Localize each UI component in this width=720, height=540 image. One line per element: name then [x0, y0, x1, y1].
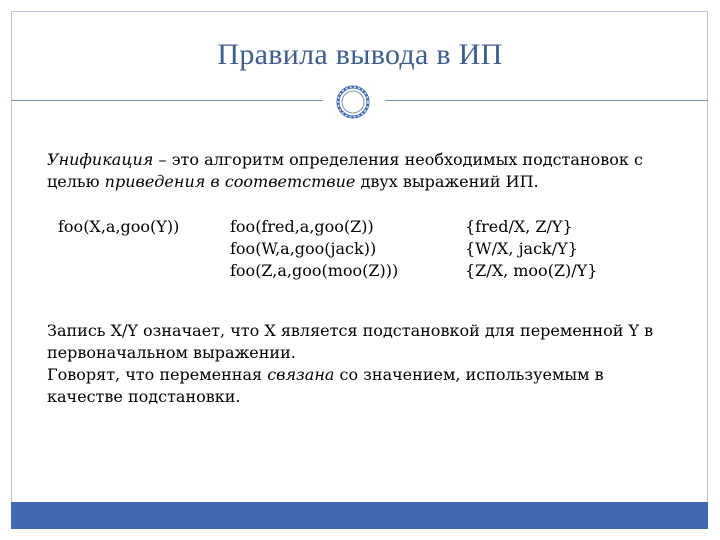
definition-text: – это алгоритм определения необходимых подстановок с [153, 150, 643, 169]
definition-line-2 [47, 171, 667, 193]
example-expression: foo(W,a,goo(jack)) [230, 239, 377, 258]
explanation-text: со значением, используемым в [334, 365, 604, 384]
example-column-substitutions [465, 216, 597, 282]
substitution: {Z/X, moo(Z)/Y} [465, 261, 598, 280]
footer-bar [11, 502, 708, 529]
substitution: {fred/X, Z/Y} [465, 217, 573, 236]
term-unification: Унификация [47, 150, 154, 169]
substitution-explanation [47, 320, 677, 408]
term-bound: связана [267, 365, 335, 384]
title-divider-right [385, 100, 708, 101]
explanation-text: Говорят, что переменная [47, 365, 268, 384]
definition-text: двух выражений ИП. [355, 172, 539, 191]
title-divider-left [11, 100, 323, 101]
definition-text: целью [47, 172, 105, 191]
substitution: {W/X, jack/Y} [465, 239, 578, 258]
unification-definition [47, 149, 667, 193]
example-column-expressions [230, 216, 398, 282]
example-column-pattern [58, 216, 179, 238]
explanation-line-4: качестве подстановки. [47, 387, 241, 406]
example-expression: foo(fred,a,goo(Z)) [230, 217, 374, 236]
explanation-line-1: Запись X/Y означает, что X является подстановкой для переменной Y в [47, 321, 654, 340]
slide-title: Правила вывода в ИП [217, 38, 503, 71]
explanation-line-2: первоначальном выражении. [47, 343, 296, 362]
circle-ring-ornament-icon [331, 82, 375, 122]
term-bringing-into-correspondence: приведения в соответствие [104, 172, 356, 191]
example-expression: foo(X,a,goo(Y)) [58, 217, 180, 236]
explanation-line-3 [47, 364, 677, 386]
example-expression: foo(Z,a,goo(moo(Z))) [230, 261, 399, 280]
definition-line-1 [47, 149, 667, 171]
